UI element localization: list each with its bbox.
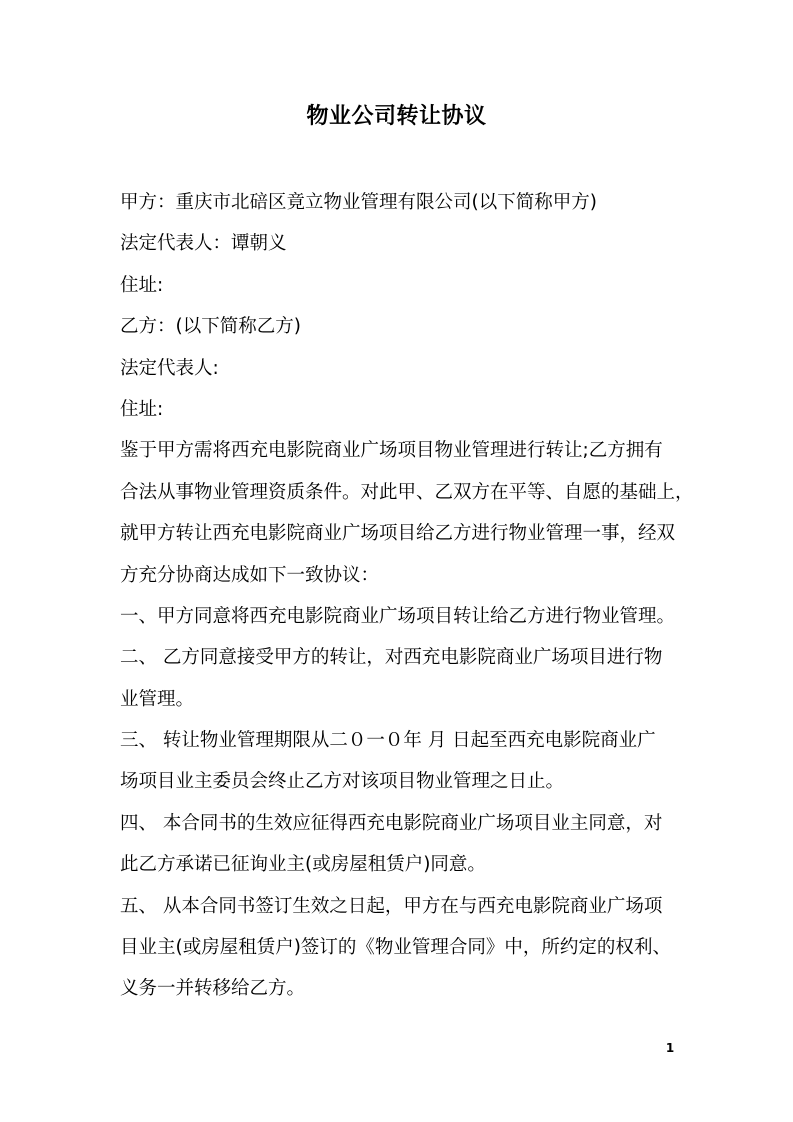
page-number: 1: [665, 1041, 675, 1055]
party-a-representative-line: 法定代表人：谭朝义: [120, 233, 287, 255]
clause-line: 业管理。: [120, 688, 195, 710]
party-b-address-line: 住址:: [120, 398, 164, 420]
clause-line: 义务一并转移给乙方。: [120, 978, 306, 1000]
party-b-line: 乙方：(以下简称乙方): [120, 316, 301, 338]
preamble-line: 方充分协商达成如下一致协议：: [120, 564, 380, 586]
clause-line: 二、 乙方同意接受甲方的转让，对西充电影院商业广场项目进行物: [120, 647, 663, 669]
document-body: [120, 182, 694, 1010]
clause-line: 五、 从本合同书签订生效之日起，甲方在与西充电影院商业广场项: [120, 895, 663, 917]
clause-line: 四、 本合同书的生效应征得西充电影院商业广场项目业主同意，对: [120, 812, 663, 834]
party-a-line: 甲方：重庆市北碚区竟立物业管理有限公司(以下简称甲方): [120, 192, 597, 213]
party-b-representative-line: 法定代表人:: [120, 357, 219, 379]
preamble-line: 就甲方转让西充电影院商业广场项目给乙方进行物业管理一事，经双: [120, 523, 676, 545]
clause-line: 场项目业主委员会终止乙方对该项目物业管理之日止。: [120, 771, 565, 793]
clause-line: 此乙方承诺已征询业主(或房屋租赁户)同意。: [120, 854, 486, 876]
preamble-line: 鉴于甲方需将西充电影院商业广场项目物业管理进行转让;乙方拥有: [120, 440, 663, 462]
party-a-address-line: 住址:: [120, 274, 164, 296]
clause-line: 三、 转让物业管理期限从二０一０年 月 日起至西充电影院商业广: [120, 730, 656, 752]
document-title: 物业公司转让协议: [306, 104, 487, 129]
preamble-line: 合法从事物业管理资质条件。对此甲、乙双方在平等、自愿的基础上，: [120, 481, 694, 503]
clause-line: 目业主(或房屋租赁户)签订的《物业管理合同》中，所约定的权利、: [120, 937, 671, 959]
clause-line: 一、甲方同意将西充电影院商业广场项目转让给乙方进行物业管理。: [120, 605, 676, 627]
